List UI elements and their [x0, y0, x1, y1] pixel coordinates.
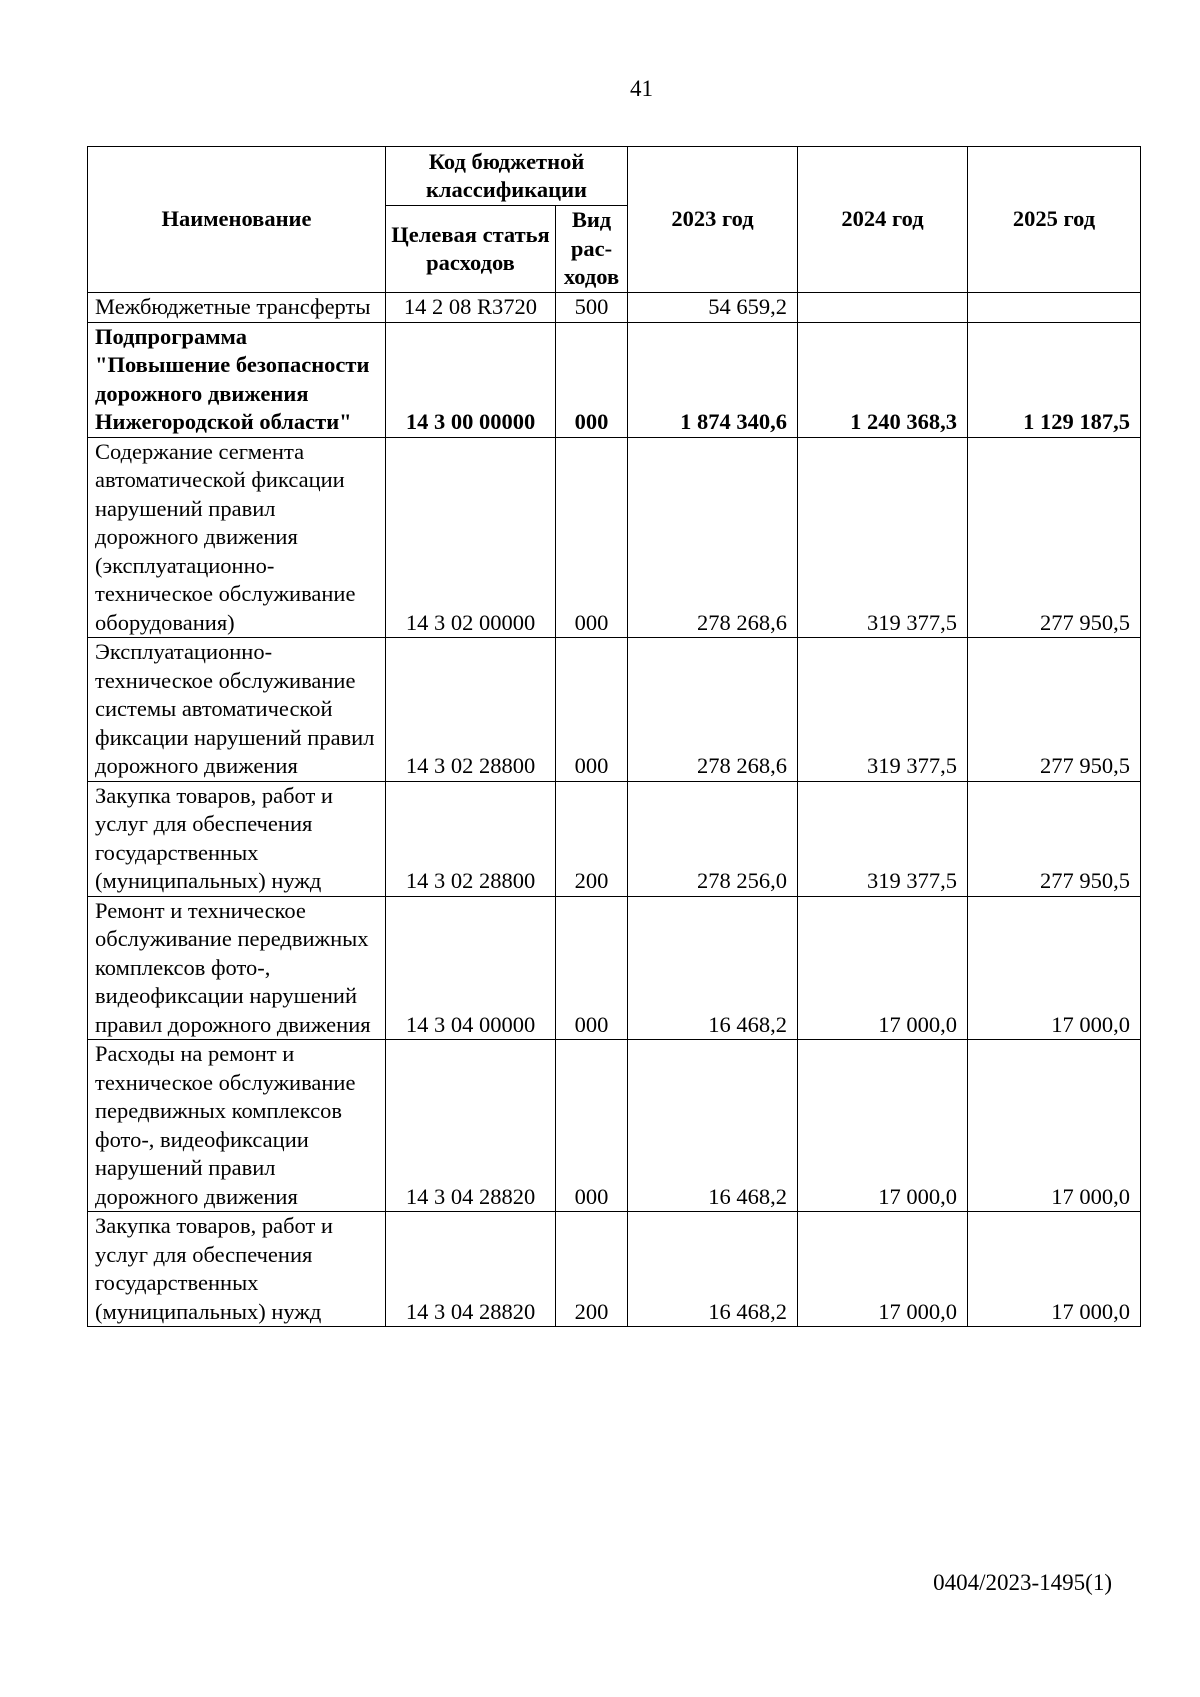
row-2024: 17 000,0 — [798, 896, 968, 1040]
row-2023: 16 468,2 — [628, 1040, 798, 1212]
row-code: 14 3 00 00000 — [386, 322, 556, 437]
row-code: 14 3 04 28820 — [386, 1212, 556, 1327]
row-name: Содержание сегмента автоматической фиксации нарушений правил дорожного движения (эксплуатационно-техническое обслуживание оборудования) — [88, 437, 386, 638]
header-name: Наименование — [88, 147, 386, 293]
header-budget-code: Код бюджетной классификации — [386, 147, 628, 206]
row-2023: 1 874 340,6 — [628, 322, 798, 437]
row-kind: 000 — [556, 638, 628, 782]
header-year-2023: 2023 год — [628, 147, 798, 293]
row-code: 14 2 08 R3720 — [386, 293, 556, 323]
row-code: 14 3 04 00000 — [386, 896, 556, 1040]
row-kind: 200 — [556, 781, 628, 896]
header-year-2025: 2025 год — [968, 147, 1141, 293]
row-code: 14 3 02 28800 — [386, 638, 556, 782]
row-code: 14 3 02 28800 — [386, 781, 556, 896]
table-row — [88, 437, 1141, 638]
row-2023: 278 256,0 — [628, 781, 798, 896]
row-2023: 278 268,6 — [628, 638, 798, 782]
row-2023: 16 468,2 — [628, 896, 798, 1040]
table-row — [88, 638, 1141, 782]
row-kind: 000 — [556, 1040, 628, 1212]
row-2025: 17 000,0 — [968, 1212, 1141, 1327]
row-2025: 17 000,0 — [968, 896, 1141, 1040]
row-2024 — [798, 293, 968, 323]
row-code: 14 3 04 28820 — [386, 1040, 556, 1212]
page-number: 41 — [630, 76, 653, 101]
row-2023: 16 468,2 — [628, 1212, 798, 1327]
document-code: 0404/2023-1495(1) — [933, 1570, 1112, 1595]
row-kind: 500 — [556, 293, 628, 323]
row-2024: 17 000,0 — [798, 1040, 968, 1212]
row-2024: 319 377,5 — [798, 781, 968, 896]
row-name: Подпрограмма "Повышение безопасности дорожного движения Нижегородской области" — [88, 322, 386, 437]
table-row — [88, 322, 1141, 437]
row-2025 — [968, 293, 1141, 323]
header-target-article: Целевая статья расходов — [386, 206, 556, 293]
row-2024: 17 000,0 — [798, 1212, 968, 1327]
row-2023: 54 659,2 — [628, 293, 798, 323]
row-kind: 000 — [556, 896, 628, 1040]
row-kind: 200 — [556, 1212, 628, 1327]
row-2024: 319 377,5 — [798, 437, 968, 638]
budget-table — [87, 146, 1141, 1327]
table-row — [88, 1040, 1141, 1212]
row-kind: 000 — [556, 437, 628, 638]
row-2024: 319 377,5 — [798, 638, 968, 782]
header-year-2024: 2024 год — [798, 147, 968, 293]
row-2025: 17 000,0 — [968, 1040, 1141, 1212]
row-name: Межбюджетные трансферты — [88, 293, 386, 323]
row-code: 14 3 02 00000 — [386, 437, 556, 638]
header-expense-type: Вид рас- ходов — [556, 206, 628, 293]
table-row — [88, 293, 1141, 323]
row-kind: 000 — [556, 322, 628, 437]
row-name: Эксплуатационно-техническое обслуживание системы автоматической фиксации нарушений правил дорожного движения — [88, 638, 386, 782]
row-2023: 278 268,6 — [628, 437, 798, 638]
row-2024: 1 240 368,3 — [798, 322, 968, 437]
row-2025: 277 950,5 — [968, 781, 1141, 896]
row-name: Закупка товаров, работ и услуг для обеспечения государственных (муниципальных) нужд — [88, 1212, 386, 1327]
row-name: Расходы на ремонт и техническое обслуживание передвижных комплексов фото-, видеофиксации нарушений правил дорожного движения — [88, 1040, 386, 1212]
row-2025: 1 129 187,5 — [968, 322, 1141, 437]
row-name: Закупка товаров, работ и услуг для обеспечения государственных (муниципальных) нужд — [88, 781, 386, 896]
row-2025: 277 950,5 — [968, 638, 1141, 782]
table-row — [88, 1212, 1141, 1327]
table-row — [88, 781, 1141, 896]
row-name: Ремонт и техническое обслуживание передвижных комплексов фото-, видеофиксации нарушений правил дорожного движения — [88, 896, 386, 1040]
table-row — [88, 896, 1141, 1040]
row-2025: 277 950,5 — [968, 437, 1141, 638]
